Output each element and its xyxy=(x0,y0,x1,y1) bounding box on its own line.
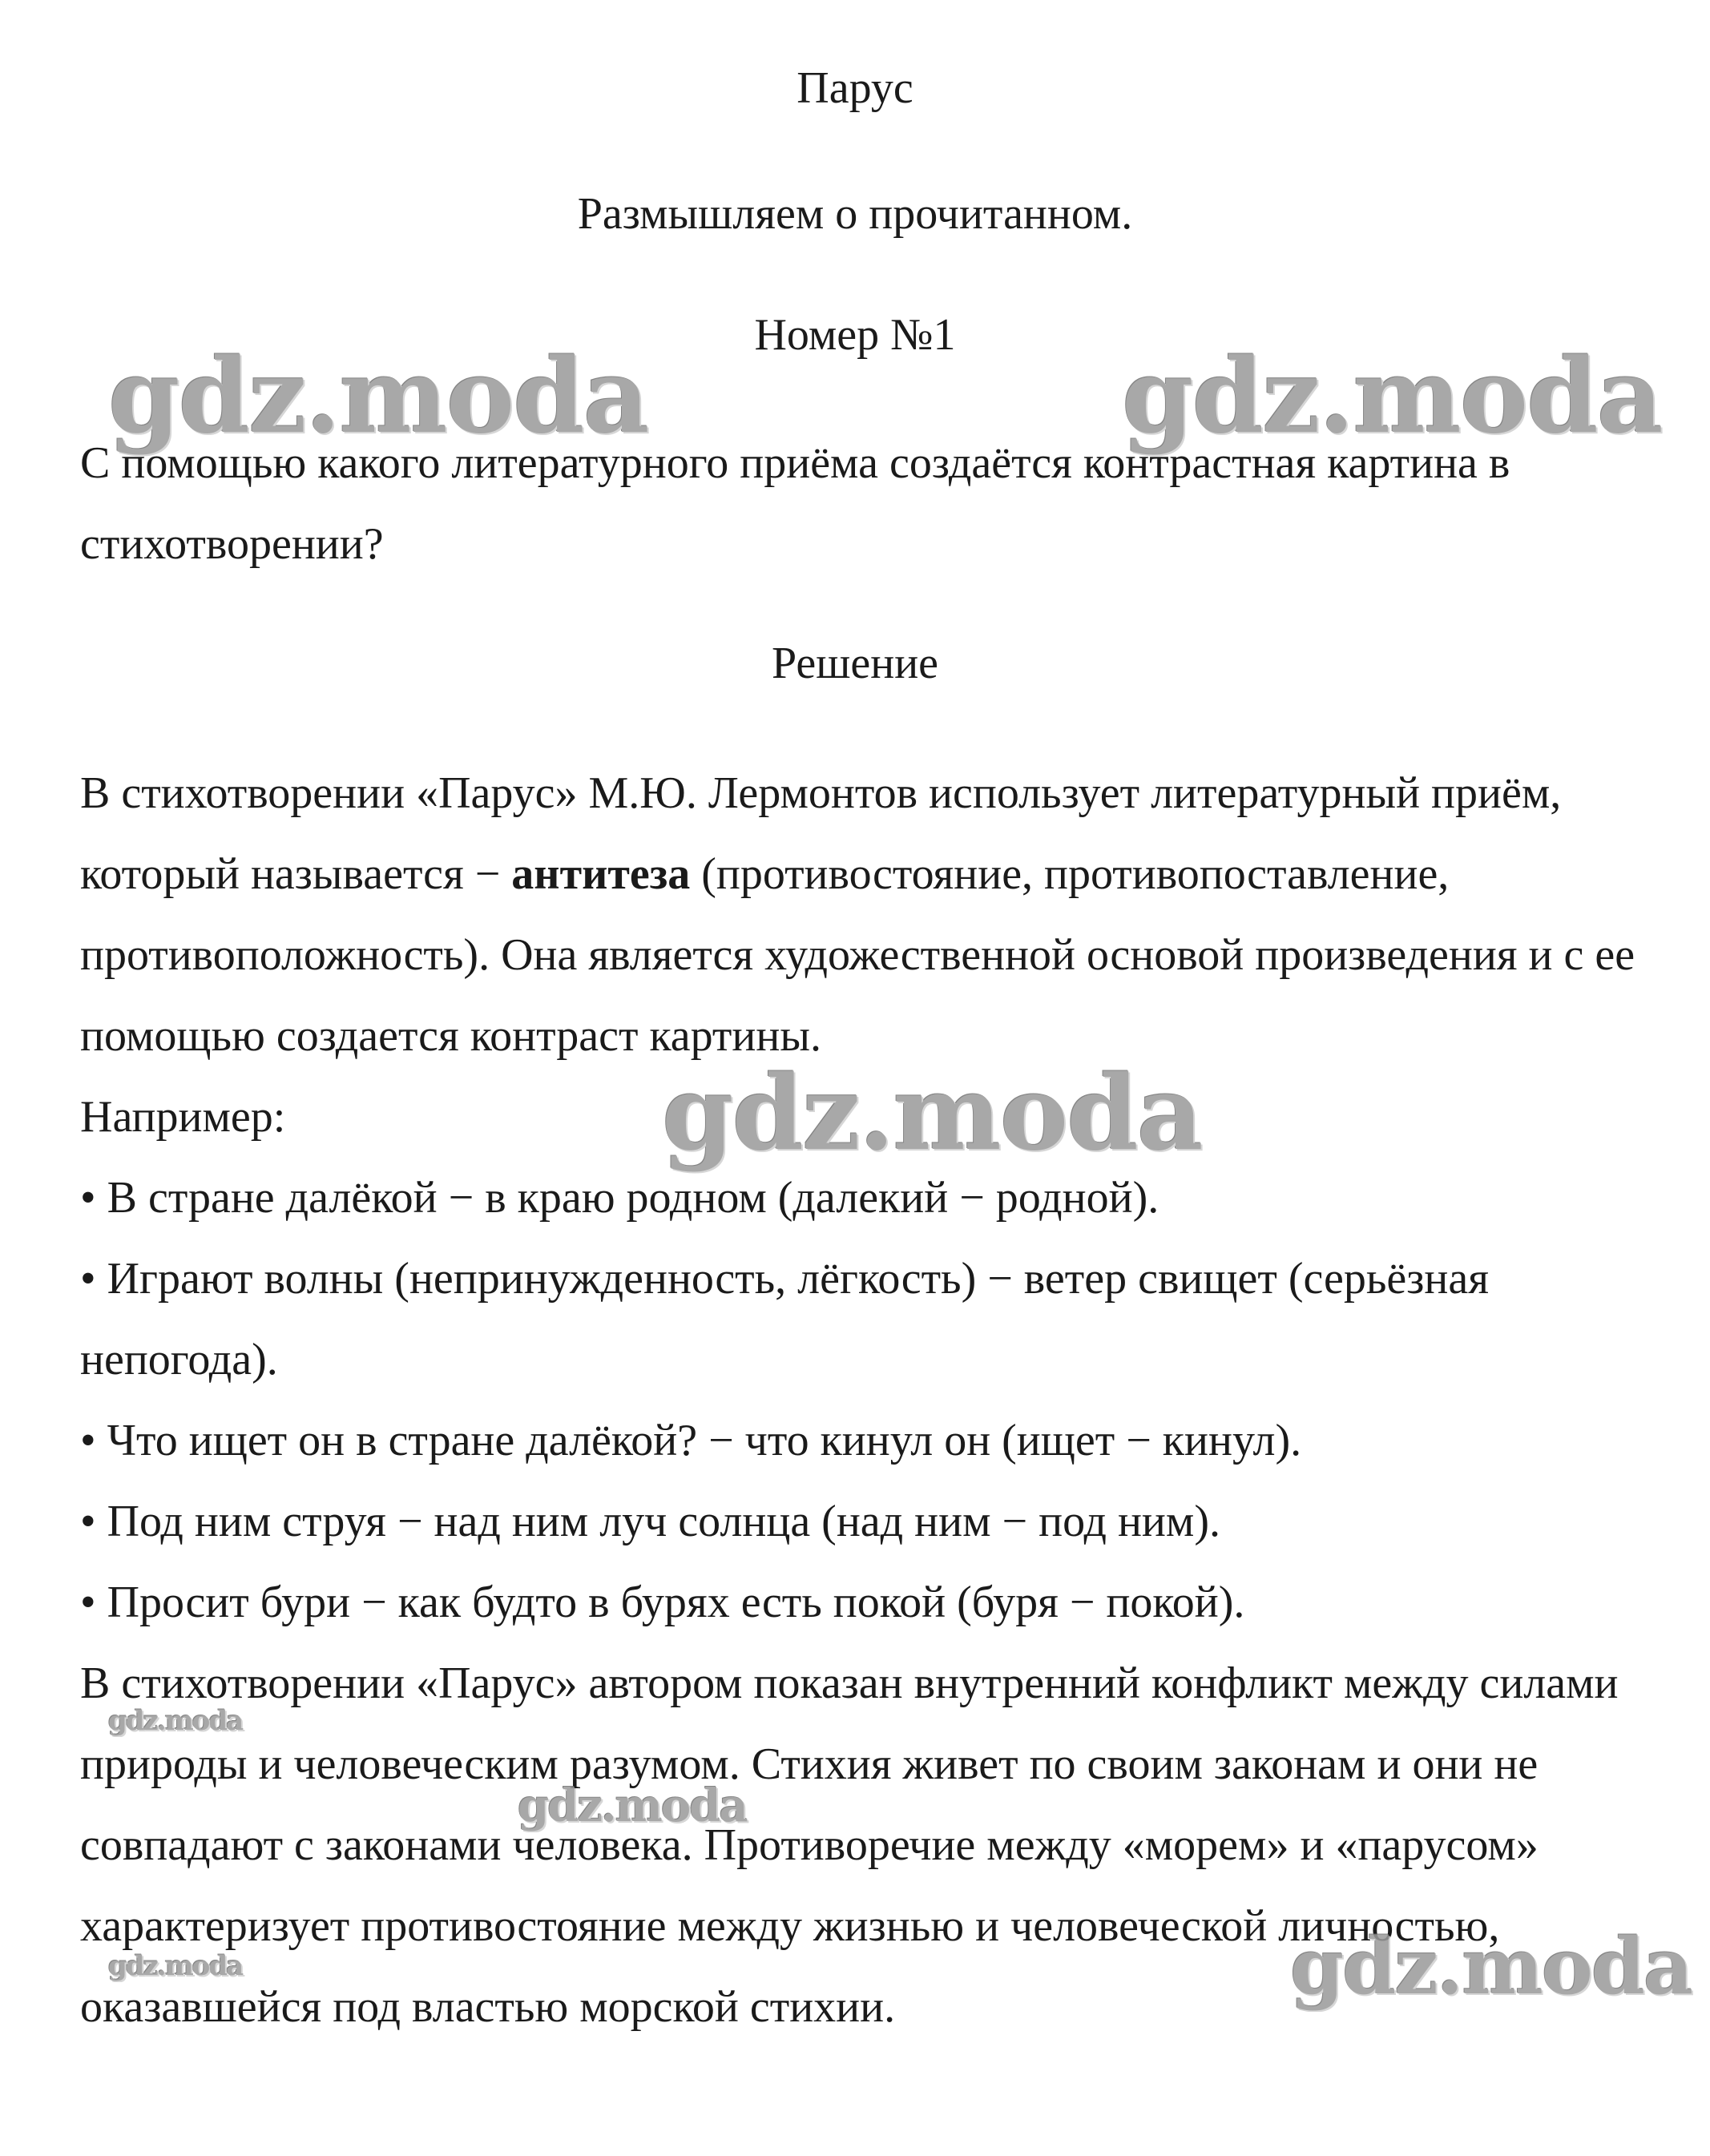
document-subtitle: Размышляем о прочитанном. xyxy=(577,189,1133,239)
watermark-logo: gdz.moda xyxy=(662,1054,1202,1174)
watermark-logo: gdz.moda xyxy=(108,1950,243,1982)
example-item: • Под ним струя − над ним луч солнца (над ним − под ним). xyxy=(80,1497,1220,1546)
document-title: Парус xyxy=(797,63,913,113)
example-item: • В стране далёкой − в краю родном (далекий − родной). xyxy=(80,1173,1159,1223)
solution-heading: Решение xyxy=(771,639,939,688)
answer-intro xyxy=(80,753,1651,1077)
watermark-logo: gdz.moda xyxy=(518,1779,747,1832)
watermark-logo: gdz.moda xyxy=(108,336,648,457)
example-label: Например: xyxy=(80,1092,286,1142)
question-text: С помощью какого литературного приёма создаётся контрастная картина в стихотворении? xyxy=(80,438,1510,569)
example-item: • Просит бури − как будто в бурях есть покой (буря − покой). xyxy=(80,1578,1245,1627)
answer-bold-term: антитеза xyxy=(511,849,691,899)
watermark-logo: gdz.moda xyxy=(1122,336,1662,457)
example-item: • Что ищет он в стране далёкой? − что кинул он (ищет − кинул). xyxy=(80,1416,1302,1465)
answer-block xyxy=(80,753,1651,2048)
task-number: Номер №1 xyxy=(754,310,956,360)
answer-intro-start: В стихотворении «Парус» М.Ю. Лермонтов использует литературный приём, который называется − xyxy=(80,768,1562,899)
watermark-logo: gdz.moda xyxy=(108,1705,243,1737)
watermark-logo: gdz.moda xyxy=(1290,1921,1692,2012)
answer-intro-end: (противостояние, противопоставление, противоположность). Она является художественной основой произведения и с ее помощью создается контраст картины. xyxy=(80,849,1635,1061)
answer-conclusion: В стихотворении «Парус» автором показан внутренний конфликт между силами природы и человеческим разумом. Стихия живет по своим законам и они не совпадают с законами человека. Противоречие между «морем» и «парусом» характеризует противостояние между жизнью и человеческой личностью, оказавшейся под властью морской стихии. xyxy=(80,1658,1619,2032)
example-item: • Играют волны (непринужденность, лёгкость) − ветер свищет (серьёзная непогода). xyxy=(80,1254,1489,1384)
